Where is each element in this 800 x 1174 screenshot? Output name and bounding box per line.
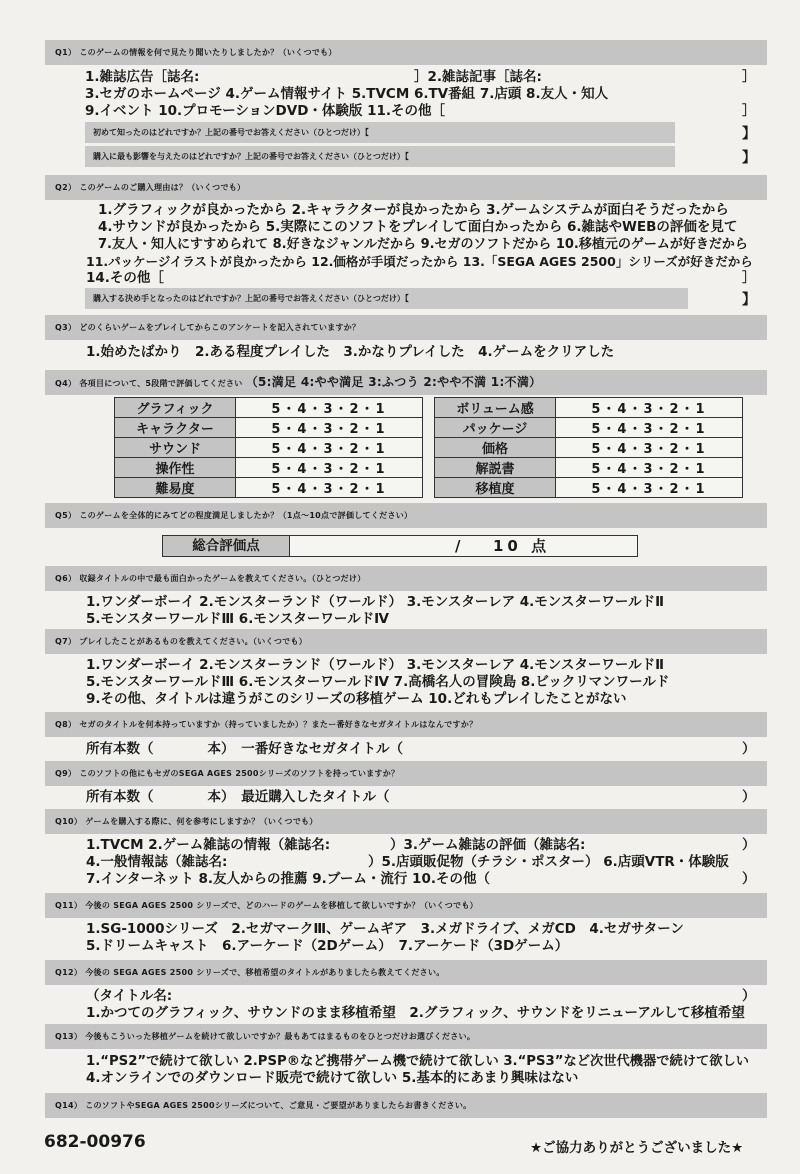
rating-scale: 5・4・3・2・1 [236,438,423,458]
table-row [115,458,423,478]
q5-slash: / [455,537,461,555]
rating-item: 移植度 [435,478,556,498]
q2-heading: Q2） このゲームのご購入理由は？（いくつでも） [45,175,767,200]
q10-line-3: 7.インターネット 8.友人からの推薦 9.ブーム・流行 10.その他（ [86,871,490,887]
q4-scale-note: （5:満足 4:やや満足 3:ふつう 2:やや不満 1:不満） [245,375,542,389]
q6-line-1: 1.ワンダーボーイ 2.モンスターランド（ワールド） 3.モンスターレア 4.モンスターワールドⅡ [86,594,665,610]
q10-line-2b: ）5.店頭販促物（チラシ・ポスター） 6.店頭VTR・体験版 [368,854,729,870]
rating-item: 価格 [435,438,556,458]
q3-heading: Q3） どのくらいゲームをプレイしてからこのアンケートを記入されていますか？ [45,315,767,340]
q1-first-known-close: 】 [742,126,756,142]
q4-heading [45,370,767,395]
rating-item: 難易度 [115,478,236,498]
q7-line-3: 9.その他、タイトルは違うがこのシリーズの移植ゲーム 10.どれもプレイしたことがない [86,691,627,707]
q3-options: 1.始めたばかり 2.ある程度プレイした 3.かなりプレイした 4.ゲームをクリアした [86,344,615,360]
rating-item: パッケージ [435,418,556,438]
rating-item: 解説書 [435,458,556,478]
rating-scale: 5・4・3・2・1 [236,418,423,438]
q12-heading: Q12） 今後の SEGA AGES 2500 シリーズで、移植希望のタイトルがありましたら教えてください。 [45,960,767,985]
q12-title-line: （タイトル名: [86,988,173,1004]
q1-bracket-close: ］ [742,69,756,85]
thanks-message: ★ご協力ありがとうございました★ [530,1140,744,1156]
q13-line-1: 1.“PS2”で続けて欲しい 2.PSP®など携帯ゲーム機で続けて欲しい 3.“PS3”など次世代機器で続けて欲しい [86,1054,749,1069]
q6-line-2: 5.モンスターワールドⅢ 6.モンスターワールドⅣ [86,611,389,627]
q6-heading: Q6） 収録タイトルの中で最も面白かったゲームを教えてください。（ひとつだけ） [45,566,767,591]
rating-item: グラフィック [115,398,236,418]
q7-line-1: 1.ワンダーボーイ 2.モンスターランド（ワールド） 3.モンスターレア 4.モンスターワールドⅡ [86,657,665,673]
q1-most-influence-close: 】 [742,150,756,166]
q8-heading: Q8） セガのタイトルを何本持っていますか（持っていましたか）？またー番好きなセガタイトルはなんですか？ [45,712,767,737]
rating-item: 操作性 [115,458,236,478]
rating-scale: 5・4・3・2・1 [556,478,743,498]
q11-line-2: 5.ドリームキャスト 6.アーケード（2Dゲーム） 7.アーケード（3Dゲーム） [86,938,569,954]
q4-rating-table-left [114,397,423,498]
rating-item: キャラクター [115,418,236,438]
q5-score-field[interactable] [162,535,638,557]
rating-scale: 5・4・3・2・1 [236,478,423,498]
q2-line-2: 4.サウンドが良かったから 5.実際にこのソフトをプレイして面白かったから 6.雑誌やWEBの評価を見て [98,219,738,235]
rating-item: サウンド [115,438,236,458]
q1-option-1: 1.雑誌広告［誌名: [85,69,200,85]
form-code: 682-00976 [44,1132,146,1152]
q11-line-1: 1.SG-1000シリーズ 2.セガマークⅢ、ゲームギア 3.メガドライブ、メガCD 4.セガサターン [86,921,684,937]
q7-line-2: 5.モンスターワールドⅢ 6.モンスターワールドⅣ 7.高橋名人の冒険島 8.ビックリマンワールド [86,674,670,690]
q12-options: 1.かつてのグラフィック、サウンドのまま移植希望 2.グラフィック、サウンドをリニューアルして移植希望 [86,1005,745,1021]
q8-answer-line: 所有本数（ 本） 一番好きなセガタイトル（ [86,741,403,757]
rating-scale: 5・4・3・2・1 [236,458,423,478]
table-row [435,438,743,458]
q10-line-1a: 1.TVCM 2.ゲーム雑誌の情報（雑誌名: [86,837,331,853]
q8-close: ） [742,741,756,757]
rating-item: ボリューム感 [435,398,556,418]
rating-scale: 5・4・3・2・1 [556,438,743,458]
table-row [435,458,743,478]
q10-line-2a: 4.一般情報誌（雑誌名: [86,854,228,870]
q5-heading: Q5） このゲームを全体的にみてどの程度満足しましたか？（1点〜10点で評価してください） [45,503,767,528]
q2-line-3: 7.友人・知人にすすめられて 8.好きなジャンルだから 9.セガのソフトだから 10.移植元のゲームが好きだから [98,237,748,252]
q1-most-influence: 購入に最も影響を与えたのはどれですか？上記の番号でお答えください（ひとつだけ）【 [85,146,675,167]
table-row [435,478,743,498]
q2-deciding-factor: 購入する決め手となったのはどれですか？上記の番号でお答えください（ひとつだけ）【 [85,288,688,309]
q10-heading: Q10） ゲームを購入する際に、何を参考にしますか？（いくつでも） [45,809,767,834]
q9-close: ） [742,789,756,805]
q1-other-close: ］ [742,103,756,119]
q7-heading: Q7） プレイしたことがあるものを教えてください。（いくつでも） [45,629,767,654]
q11-heading: Q11） 今後の SEGA AGES 2500 シリーズで、どのハードのゲームを移植して欲しいですか？（いくつでも） [45,893,767,918]
q9-heading: Q9） このソフトの他にもセガのSEGA AGES 2500シリーズのソフトを持っていますか？ [45,761,767,786]
q2-line-5: 14.その他［ [86,270,164,286]
q1-options-3-8: 3.セガのホームページ 4.ゲーム情報サイト 5.TVCM 6.TV番組 7.店頭 8.友人・知人 [85,86,609,102]
q1-first-known: 初めて知ったのはどれですか？上記の番号でお答えください（ひとつだけ）【 [85,122,675,143]
q2-line-4: 11.パッケージイラストが良かったから 12.価格が手頃だったから 13.「SEGA AGES 2500」シリーズが好きだから [86,254,753,269]
q13-line-2: 4.オンラインでのダウンロード販売で続けて欲しい 5.基本的にあまり興味はない [86,1070,579,1086]
q10-line-3-close: ） [742,871,756,887]
table-row [115,418,423,438]
q10-line-1-close: ） [742,837,756,853]
rating-scale: 5・4・3・2・1 [556,458,743,478]
q10-line-1b: ）3.ゲーム雑誌の評価（雑誌名: [390,837,586,853]
q5-points: 10 点 [493,537,551,555]
table-row [115,398,423,418]
rating-scale: 5・4・3・2・1 [556,398,743,418]
q1-options-9-11: 9.イベント 10.プロモーションDVD・体験版 11.その他［ [85,103,446,119]
q5-score-label: 総合評価点 [163,536,290,556]
table-row [435,398,743,418]
q2-deciding-close: 】 [742,292,756,308]
q4-rating-table-right [434,397,743,498]
q9-answer-line: 所有本数（ 本） 最近購入したタイトル（ [86,789,390,805]
q2-other-close: ］ [742,270,756,286]
q4-heading-text: Q4） 各項目について、5段階で評価してください [55,379,243,388]
table-row [435,418,743,438]
rating-scale: 5・4・3・2・1 [556,418,743,438]
q12-title-close: ） [742,988,756,1004]
rating-scale: 5・4・3・2・1 [236,398,423,418]
q1-option-2: ］2.雑誌記事［誌名: [414,69,542,85]
q1-heading: Q1） このゲームの情報を何で見たり聞いたりしましたか？（いくつでも） [45,40,767,65]
q13-heading: Q13） 今後もこういった移植ゲームを続けて欲しいですか？最もあてはまるものをひとつだけお選びください。 [45,1024,767,1049]
q14-heading: Q14） このソフトやSEGA AGES 2500シリーズについて、ご意見・ご要望がありましたらお書きください。 [45,1093,767,1118]
table-row [115,478,423,498]
table-row [115,438,423,458]
q2-line-1: 1.グラフィックが良かったから 2.キャラクターが良かったから 3.ゲームシステムが面白そうだったから [98,202,729,218]
